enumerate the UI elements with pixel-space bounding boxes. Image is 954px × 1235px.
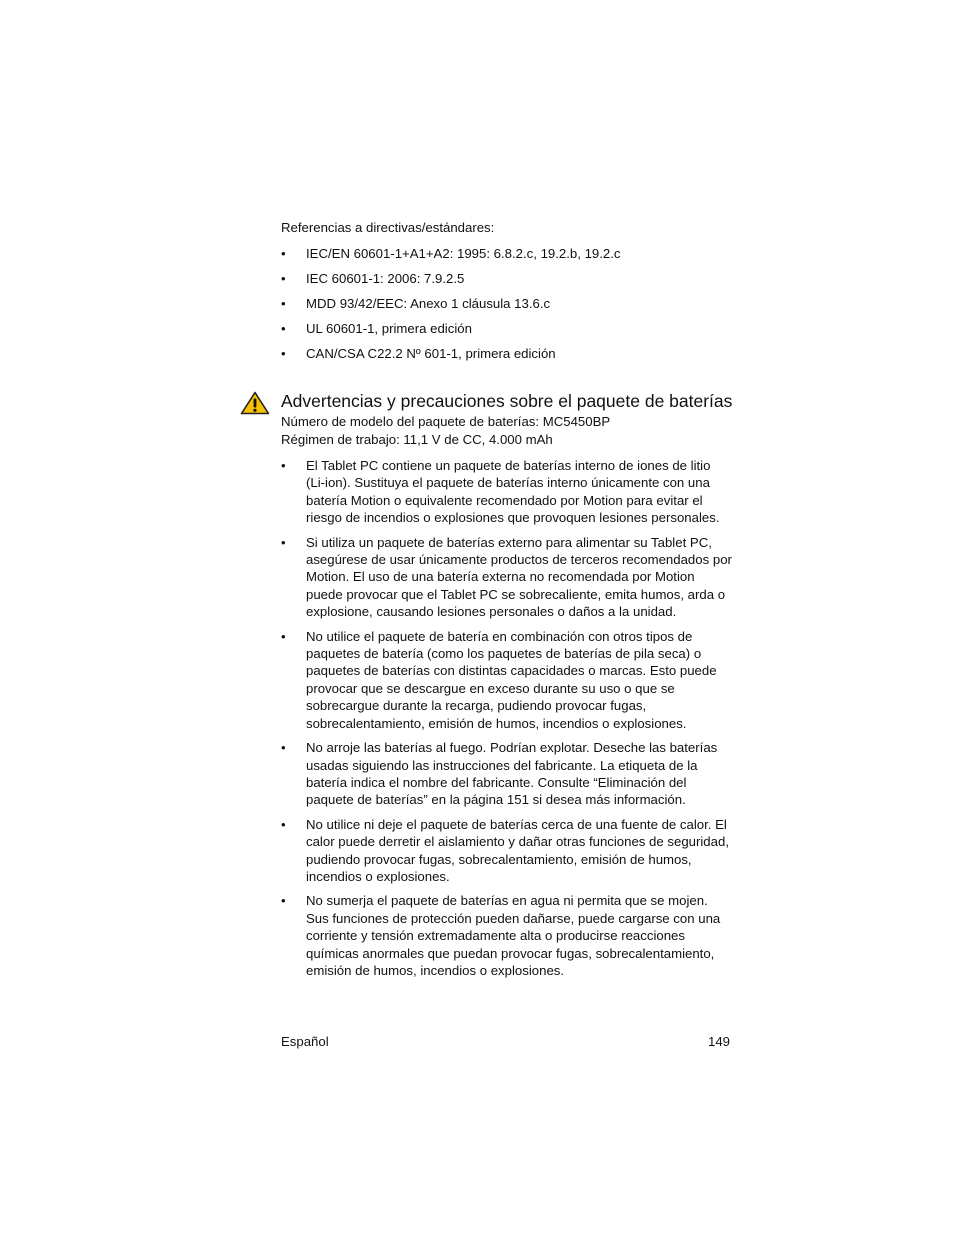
warning-item: • No utilice ni deje el paquete de baterías cerca de una fuente de calor. El calor puede derretir el aislamiento y dañar otras funciones de seguridad, pudiendo provocar fugas, sobrecalentamiento, emisión de humos, incendios o explosiones. [281, 816, 733, 886]
footer-language: Español [281, 1034, 329, 1049]
warning-item: • Si utiliza un paquete de baterías externo para alimentar su Tablet PC, asegúrese de usar únicamente productos de terceros recomendados por Motion. El uso de una batería externa no recomendada por Motion puede provocar que el Tablet PC se sobrecaliente, emita humos, arda o explosione, causando lesiones personales o daños a la unidad. [281, 534, 733, 621]
reference-item: • MDD 93/42/EEC: Anexo 1 cláusula 13.6.c [281, 295, 731, 313]
battery-model: Número de modelo del paquete de baterías: MC5450BP [281, 414, 611, 429]
reference-item: • UL 60601-1, primera edición [281, 320, 731, 338]
references-block [281, 219, 731, 370]
section-heading: Advertencias y precauciones sobre el paquete de baterías [281, 391, 733, 411]
warning-item: • No arroje las baterías al fuego. Podrían explotar. Deseche las baterías usadas siguiendo las instrucciones del fabricante. La etiqueta de la batería indica el nombre del fabricante. Consulte “Eliminación del paquete de baterías” en la página 151 si desea más información. [281, 739, 733, 809]
warning-item: • No sumerja el paquete de baterías en agua ni permita que se mojen. Sus funciones de protección pueden dañarse, puede cargarse con una corriente y tensión extremadamente alta o producirse reacciones químicas anormales que puedan provocar fugas, sobrecalentamiento, emisión de humos, incendios o explosiones. [281, 892, 733, 979]
reference-item: • CAN/CSA C22.2 Nº 601-1, primera edición [281, 345, 731, 363]
battery-specs [281, 413, 610, 449]
warning-item: • El Tablet PC contiene un paquete de baterías interno de iones de litio (Li-ion). Sustituya el paquete de baterías interno únicamente con una batería Motion o equivalente recomendado por Motion para evitar el riesgo de incendios o explosiones que provoquen lesiones personales. [281, 457, 733, 527]
warning-item: • No utilice el paquete de batería en combinación con otros tipos de paquetes de batería (como los paquetes de baterías de pila seca) o paquetes de baterías con distintas capacidades o marcas. Esto puede provocar que se descargue en exceso durante su uso o que se sobrecargue durante la recarga, pudiendo provocar fugas, sobrecalentamiento, emisión de humos, incendios o explosiones. [281, 628, 733, 732]
references-list [281, 245, 731, 363]
warning-triangle-icon [240, 391, 270, 415]
battery-rating: Régimen de trabajo: 11,1 V de CC, 4.000 mAh [281, 432, 553, 447]
footer-page-number: 149 [707, 1034, 730, 1049]
warnings-list [281, 457, 733, 986]
reference-item: • IEC 60601-1: 2006: 7.9.2.5 [281, 270, 731, 288]
references-intro: Referencias a directivas/estándares: [281, 220, 495, 235]
reference-item: • IEC/EN 60601-1+A1+A2: 1995: 6.8.2.c, 19.2.b, 19.2.c [281, 245, 731, 263]
